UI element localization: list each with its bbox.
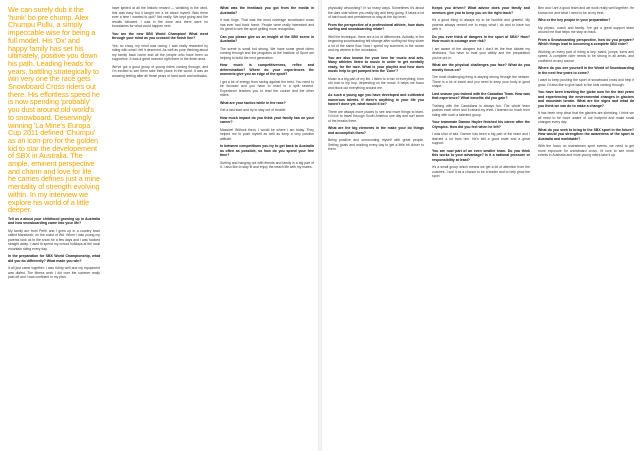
interview-answer: Being positive and surrounding myself with great people. Setting goals and working every day to get a little bit closer to them.: [328, 138, 424, 151]
interview-question: What are the big elements in the make your do things and accomplish them?: [328, 126, 424, 135]
article-column-2: [112, 6, 208, 446]
interview-question: Where do you see yourself in the World of Snowboarding in the next few years to come?: [538, 66, 634, 75]
interview-answer: I am aware of the dangers but I don't let the fear dictate my decisions. You have to trust your ability and the preparation you've put in.: [432, 46, 530, 60]
interview-question: Can you please give us an insight of the SBX scene in Australia?: [220, 34, 314, 43]
interview-question: Last season you trained with the Canadian Team. How was that experience? What benefits did you gain?: [432, 91, 530, 100]
interview-answer: It's a small group which means we get a lot of attention from the coaches. I see it as a chance to be a leader and to help grow the sport.: [432, 165, 530, 178]
interview-question: What was the feedback you got from the media in Australia?: [220, 6, 314, 15]
interview-block: [538, 6, 634, 158]
interview-answer: I was kind of sad. Damon has been a big part of the team and I learned a lot from him. He's still a good mate and a great support.: [432, 132, 530, 145]
interview-answer: It has been very clear that the glaciers are shrinking. I think we all need to be more aware of our footprint and make small changes every day.: [538, 111, 634, 124]
interview-block: [220, 6, 314, 170]
interview-answer: The scene is small but strong. We have some great riders coming through and the programs at the Institute of Sport are helping to build the next generation.: [220, 46, 314, 60]
interview-answer: I get a lot of energy from racing against the best. You need to be focused and you have to react in a split second. Experience teaches you to read the course and the other riders.: [220, 79, 314, 97]
interview-question: Your teammate Damon Hayler finished his career after the Olympics. How did you feel when he left?: [432, 120, 530, 129]
interview-answer: We've got a good group of young riders coming through, and I'm excited to see them take their place in the world. It was an amazing feeling after all those years of hard work and setbacks.: [112, 64, 208, 78]
interview-question: How much impact do you think your family has on your career?: [220, 115, 314, 124]
interview-question: Keeps you driven? What advice does your family and mentors give you to keep you on the right track?: [432, 6, 530, 15]
article-column-3: [220, 6, 314, 446]
interview-answer: It was huge. That was the most coverage snowboard cross has ever had back home. People were really interested and it's great to see the sport getting more recognition.: [220, 18, 314, 31]
interview-question: From the perspective of a professional athlete, how does surfing and snowboarding relate?: [328, 22, 424, 31]
interview-answer: Training with the Canadians is always fun. The whole team pushes each other and it raised my level. I learned so much from riding with such a talented group.: [432, 103, 530, 117]
interview-block: [8, 217, 100, 280]
article-column-6: [538, 6, 634, 446]
interview-question: How much is competitiveness, reflex and determination? Where do your experiences the moments give you an edge of the sport?: [220, 63, 314, 76]
interview-answer: Working on every part of riding is key: starts, jumps, turns and speed. A complete rider needs to be strong in all areas, and confident on any course.: [538, 49, 634, 63]
interview-block: [328, 6, 424, 152]
interview-answer: With the focus on mainstream sport events, we need to get more exposure for snowboard cross. I'd love to see more events in Australia and more young riders take it up.: [538, 144, 634, 157]
interview-block: [112, 6, 208, 78]
interview-answer: have ignited at all the historic reward — whistling in the wind, this was easy but it taught me a lot about myself. Was there ever a time I wanted to quit? Not really. We kept going and the results followed. I was in the zone and there were no boundaries for what could happen next.: [112, 6, 208, 28]
interview-question: From a Snowboarding perspective, how do you prepare? Which things lead to becoming a complete SBX rider?: [538, 37, 634, 46]
interview-answer: Ben and I are a good team and we work really well together. He knows me and what I need to be at my best.: [538, 6, 634, 15]
interview-answer: Well the technique, there are a lot of differences. Actually, in the beginning snowboarding felt strange after surfing but they share a lot of the same flow. Now I spend my summers in the ocean and my winters in the mountains.: [328, 34, 424, 52]
interview-answer: It's a good thing to always try to be humble and grateful. My parents always remind me to enjoy what I do and to have fun with it.: [432, 18, 530, 31]
interview-block: [432, 6, 530, 179]
article-column-4: [328, 6, 424, 446]
interview-answer: Massive! Without them, I would be where I am today. They helped me to push myself as well as keep a very positive attitude.: [220, 127, 314, 141]
interview-question: What are the physical challenges you face? What do you mostly focus on?: [432, 63, 530, 72]
interview-question: You are the new SBX World Champion! What went through your mind as you crossed the finish line?: [112, 31, 208, 40]
interview-question: Tell us a about your childhood growing up in Australia and how snowboarding came into your life?: [8, 216, 100, 226]
article-column-1: [8, 6, 100, 446]
interview-answer: Yes, so crazy, my mind was racing. I was really rewarded by riding with what I felt it deserved. As well as pure thinking about my family back home and all the people who have been so supportive. It was a great moment right there in the finish area.: [112, 43, 208, 61]
interview-question: What do you seek to bring to the SBX sport in the future? How would you strengthen the awareness of the sport in Australia and worldwide?: [538, 127, 634, 141]
interview-answer: Music is a big part of my life. I listen to a mix of everything, from old rock to hip hop, depending on the mood. It helps me focus and block out everything around me.: [328, 76, 424, 90]
interview-answer: The most challenging thing is staying strong through the season. There is a lot of travel and you need to keep your body in good shape.: [432, 75, 530, 88]
interview-answer: There are always more places to see and more things to learn. I'd love to travel through South America one day and surf some of the breaks there.: [328, 109, 424, 123]
interview-question: You are also known for your love for music and arts. Many athletes listen to music in order to get mentally ready, for the race. What is your playlist and how does music help to get pumped into the 'Zone'?: [328, 55, 424, 73]
interview-question: As such a young age you have developed and cultivated numerous talents. If there's anything in your life you haven't done yet, what would it be?: [328, 93, 424, 106]
interview-question: You have been traveling the globe now for the last years and experiencing the environmental changes in glaciers and mountain terrain. What are the signs and what do you think we can do to make a change?: [538, 90, 634, 108]
article-column-5: [432, 6, 530, 446]
interview-answer: My physio, coach and family. I've got a great support team around me that helps me stay on track.: [538, 25, 634, 34]
page-gutter: [318, 0, 322, 451]
interview-question: In the preparation for SBX World Championship, what did you do differently? What made you win?: [8, 254, 100, 263]
interview-answer: My family are from Perth and I grew up in a country town called Mandurah, on the coast of WA. When I was young my parents took us to the snow for a few days and I was hooked straight away. I used to spend my school holidays at the local mountain riding every day.: [8, 228, 100, 251]
interview-question: In between competitions you try to get back to Australia as often as possible, so how do you spend your free time?: [220, 144, 314, 157]
interview-answer: It all just came together. I was riding well and my equipment was dialed. The fitness work I did over the summer really paid off and I was confident in my plan.: [8, 266, 100, 280]
interview-answer: I want to keep pushing the sport of snowboard cross and help it grow. I'd also like to give back to the kids coming through.: [538, 78, 634, 87]
interview-answer: Surfing and hanging out with friends and family is a big part of it. I also like to stay fit and enjoy the beach life with my mates.: [220, 160, 314, 169]
intro-headline: We can surely dub it the 'hunk' bo pre chump. Alex Chumpu Pullu, a simply impeccable wise for being a full model. His 'Ox' and happy family has set his ultimately, positive you down his path. Leading heads for years, battling strategically to win very one the race gets Snowboard Cross riders out there. His effortless speed he is now spending 'probably' you dust around old world's to snowboard. Deservingly winning 'La Mine's Europa Cup 2011 defined 'Chumpu' as an icon-pro for the golden kid to star the developement of SBX in Australia. The ample, eminent perspective and charm and love for life he carries defines just a mine mentality of strength evolving within. In my interview we explore his world of a little deeper.: [8, 6, 100, 215]
interview-question: Do you ever think of dangers in the sport of SBX? How? How much is courage over risk?: [432, 34, 530, 43]
interview-question: You are now part of an even smaller team. Do you think this works to your advantage? Is it a national pressure or responsibility at least?: [432, 148, 530, 162]
interview-answer: Get a fast start and try to stay out of trouble.: [220, 108, 287, 112]
interview-question: What are your tactics while in the race?: [220, 100, 286, 105]
interview-question: Who or the key people in your preparation?: [538, 18, 611, 22]
interview-answer: physically whooshing? In so many ways. Sometimes it's about the dark side where you really dig and keep going. It takes a lot of hard work and persistence to stay at the top level.: [328, 6, 424, 19]
